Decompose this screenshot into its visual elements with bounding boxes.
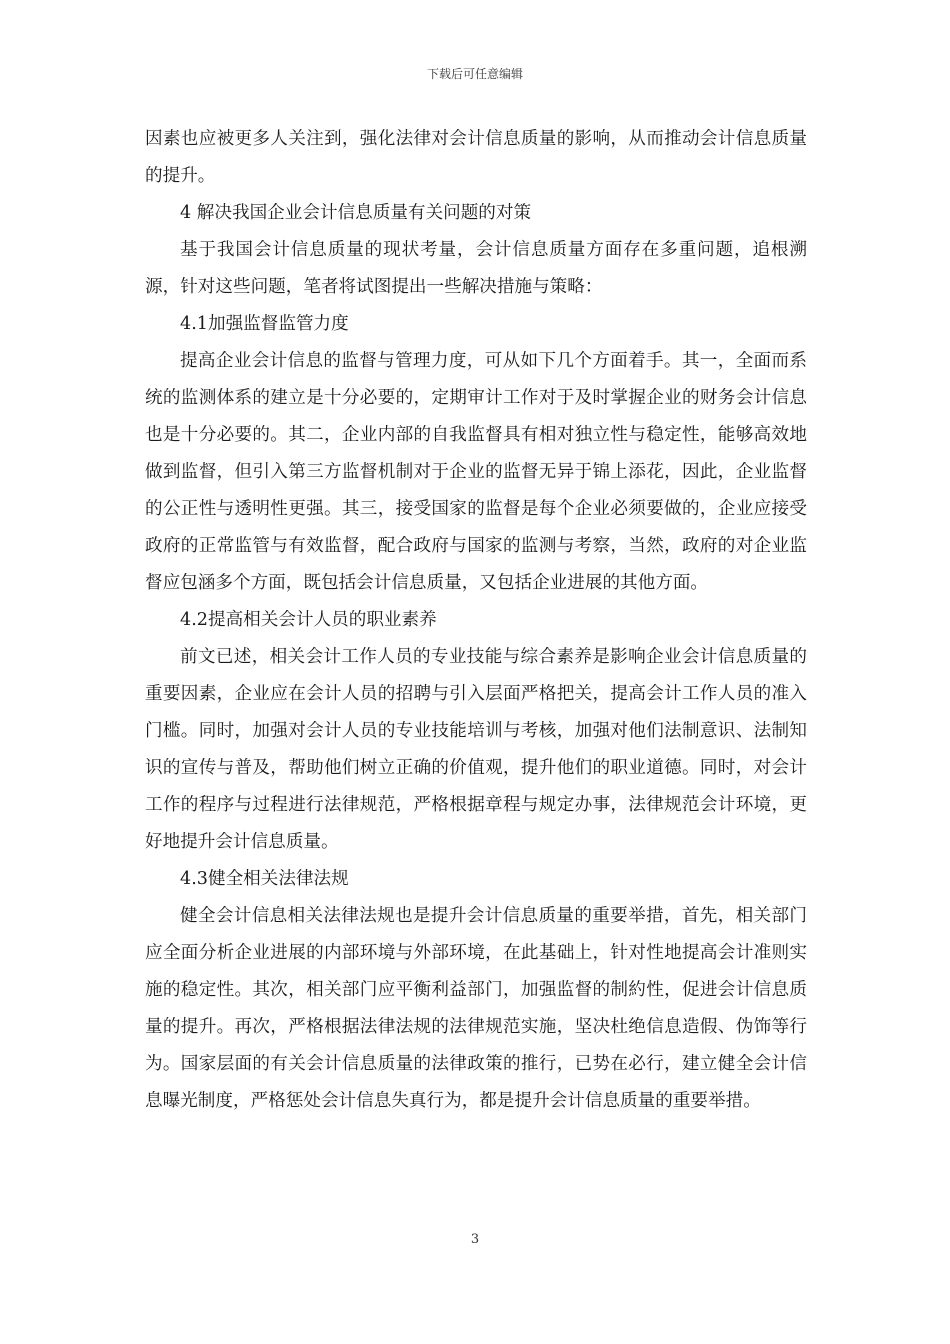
paragraph-section-4-1: 提高企业会计信息的监督与管理力度，可从如下几个方面着手。其一，全面而系统的监测体系的建立是十分必要的，定期审计工作对于及时掌握企业的财务会计信息也是十分必要的。其二，企业内部的自我监督具有相对独立性与稳定性，能够高效地做到监督，但引入第三方监督机制对于企业的监督无异于锦上添花，因此，企业监督的公正性与透明性更强。其三，接受国家的监督是每个企业必须要做的，企业应接受政府的正常监管与有效监督，配合政府与国家的监测与考察，当然，政府的对企业监督应包涵多个方面，既包括会计信息质量，又包括企业进展的其他方面。 xyxy=(145,351,807,593)
page-number: 3 xyxy=(470,1232,480,1247)
section-4-1-heading: 4.1加强监督监管力度 xyxy=(180,314,349,334)
paragraph-section-4-2: 前文已述，相关会计工作人员的专业技能与综合素养是影响企业会计信息质量的重要因素，企业应在会计人员的招聘与引入层面严格把关，提高会计工作人员的准入门槛。同时，加强对会计人员的专业技能培训与考核，加强对他们法制意识、法制知识的宣传与普及，帮助他们树立正确的价值观，提升他们的职业道德。同时，对会计工作的程序与过程进行法律规范，严格根据章程与规定办事，法律规范会计环境，更好地提升会计信息质量。 xyxy=(145,647,807,852)
section-4-heading: 4 解决我国企业会计信息质量有关问题的对策 xyxy=(180,203,532,223)
paragraph-intro-continued: 因素也应被更多人关注到，强化法律对会计信息质量的影响，从而推动会计信息质量的提升。 xyxy=(145,129,807,186)
document-body xyxy=(145,121,807,1120)
paragraph-section-4: 基于我国会计信息质量的现状考量，会计信息质量方面存在多重问题，追根溯源，针对这些问题，笔者将试图提出一些解决措施与策略： xyxy=(145,240,807,297)
paragraph-section-4-3: 健全会计信息相关法律法规也是提升会计信息质量的重要举措，首先，相关部门应全面分析企业进展的内部环境与外部环境，在此基础上，针对性地提高会计准则实施的稳定性。其次，相关部门应平衡利益部门，加强监督的制約性，促进会计信息质量的提升。再次，严格根据法律法规的法律规范实施，坚决杜绝信息造假、伪饰等行为。国家层面的有关会计信息质量的法律政策的推行，已势在必行，建立健全会计信息曝光制度，严格惩处会计信息失真行为，都是提升会计信息质量的重要举措。 xyxy=(145,906,807,1111)
section-4-2-heading: 4.2提高相关会计人员的职业素养 xyxy=(180,610,437,630)
page-header-note: 下载后可任意编辑 xyxy=(426,67,523,81)
section-4-3-heading: 4.3健全相关法律法规 xyxy=(180,869,349,889)
